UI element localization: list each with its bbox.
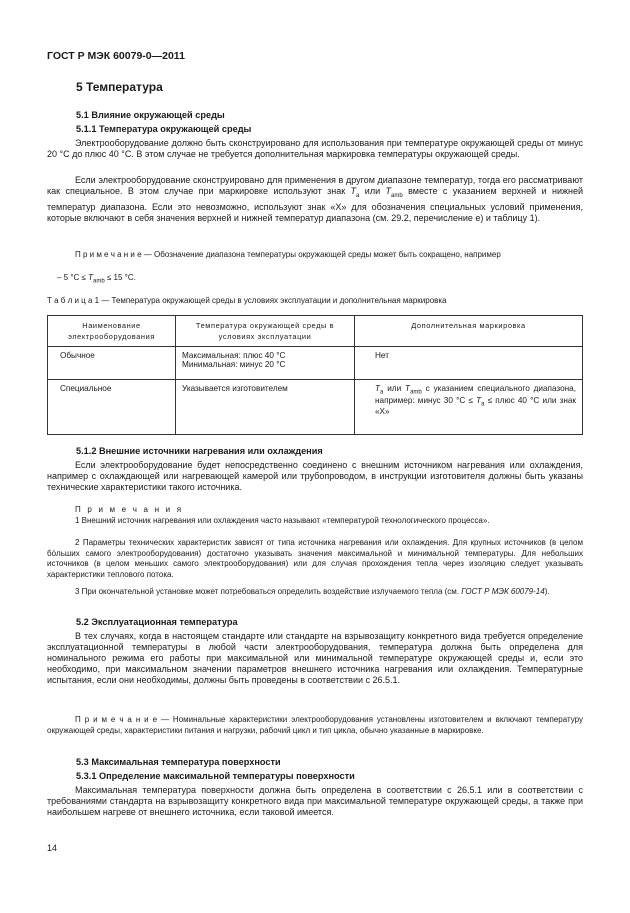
note-item: 3 При окончательной установке может потребоваться определить воздействие излучаемого тепла (см. ГОСТ Р МЭК 60079-14). [75, 587, 550, 596]
note-1: П р и м е ч а н и е — Обозначение диапазона температуры окружающей среды может быть сокращено, например [75, 250, 501, 259]
table-cell: Обычное [48, 347, 176, 380]
table-cell: Максимальная: плюс 40 °С Минимальная: минус 20 °С [176, 347, 355, 380]
paragraph-2: Если электрооборудование сконструировано для применения в другом диапазоне температур, тогда его рассматривают как специальное. В этом случае при маркировке используют знак $T_a$ или $T_{amb}$ вместе с указанием верхней и нижней температур диапазона. Если это невозможно, используют знак «X» для обозначения специальных условий применения, которые включают в себя значения верхней и нижней температур диапазона (см. 29.2, перечисление е) и таблицу 1). [47, 175, 584, 223]
note-2: П р и м е ч а н и е — Номинальные характеристики электрооборудования установлены изготовителем и включают температуру окружающей среды, характеристики питания и нагрузки, рабочий цикл и тип цикла, обычно указанные в маркировке. [47, 715, 583, 735]
table-cell: $T_a$ или $T_{amb}$ с указанием специального диапазона, например: минус 30 $^\circ С \le T_a$ ≤ плюс 40 °С или знак «X» [355, 380, 583, 435]
note-1-example: – 5 $^\circ С \le T_{amb} \le 15$ °С. [57, 273, 136, 285]
table-row [48, 347, 583, 380]
paragraph-4: В тех случаях, когда в настоящем стандарте или стандарте на взрывозащиту конкретного вида требуется определение эксплуатационной температуры в любой части электрооборудования, температура должна быть определена для номинального режима его работы при максимальной или минимальной температуре окружающей среды и, если это необходимо, при максимальном значении параметров внешнего источника нагревания или охлаждения. Температурные испытания, если они необходимы, должны быть проведены в соответствии с 26.5.1. [47, 631, 583, 685]
paragraph-1: Электрооборудование должно быть сконструировано для использования при температуре окружающей среды от минус 20 °С до плюс 40 °С. В этом случае не требуется дополнительная маркировка температуры окружающей среды. [47, 138, 583, 159]
subsection-5-3-1: 5.3.1 Определение максимальной температуры поверхности [76, 771, 355, 781]
table-row [48, 380, 583, 435]
paragraph-3: Если электрооборудование будет непосредственно соединено с внешним источником нагревания или охлаждения, например с охлаждающей или нагревающей камерой или трубопроводом, в инструкции изготовителя должны быть указаны технические характеристики такого источника. [47, 460, 583, 492]
paragraph-5: Максимальная температура поверхности должна быть определена в соответствии с 26.5.1 или в соответствии с требованиями стандарта на взрывозащиту конкретного вида при максимальной температуре окружающей среды, а также при наибольшем нагреве от внешнего источника, если таковой имеется. [47, 785, 583, 817]
section-title: 5 Температура [76, 80, 163, 94]
subsection-5-1-2: 5.1.2 Внешние источники нагревания или охлаждения [76, 446, 323, 456]
subsection-5-3: 5.3 Максимальная температура поверхности [76, 757, 281, 767]
table-header-row [48, 316, 583, 347]
table-caption: Т а б л и ц а 1 — Температура окружающей среды в условиях эксплуатации и дополнительная маркировка [47, 296, 447, 305]
subsection-5-1: 5.1 Влияние окружающей среды [76, 110, 225, 120]
subsection-5-1-1: 5.1.1 Температура окружающей среды [76, 124, 252, 134]
note-item: 2 Параметры технических характеристик зависят от типа источника нагревания или охлаждения. Для крупных источников (в целом бо́льших самого электрооборудования) достаточно указывать значения максимальной и минимальной температуры. Для небольших источников (в целом меньших самого электрооборудования) или для случая прохождения тепла через изоляцию следует указывать характеристики теплового потока. [47, 538, 583, 579]
note-item: 1 Внешний источник нагревания или охлаждения часто называют «температурой технологического процесса». [75, 516, 490, 525]
table-cell: Нет [355, 347, 583, 380]
running-header: ГОСТ Р МЭК 60079-0—2011 [47, 50, 185, 62]
table-header-cell: Дополнительная маркировка [355, 316, 583, 347]
table-cell: Специальное [48, 380, 176, 435]
notes-label: П р и м е ч а н и я [75, 505, 184, 514]
table-header-cell: Температура окружающей среды в условиях эксплуатации [176, 316, 355, 347]
subsection-5-2: 5.2 Эксплуатационная температура [76, 617, 238, 627]
table-header-cell: Наименование электрооборудования [48, 316, 176, 347]
table-cell: Указывается изготовителем [176, 380, 355, 435]
table-1 [47, 315, 583, 435]
page-number: 14 [47, 843, 58, 853]
